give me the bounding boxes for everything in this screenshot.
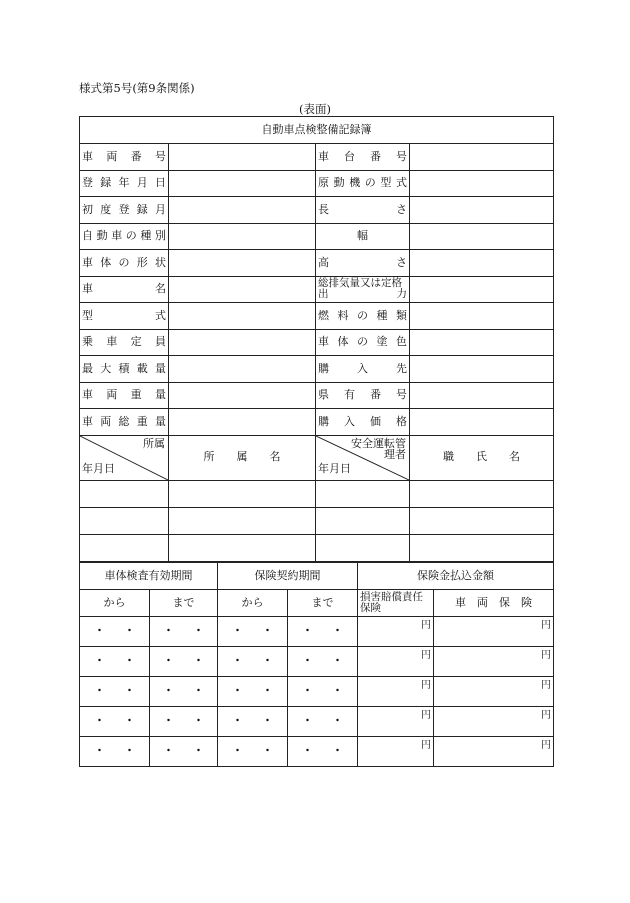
date-dot: ・ — [262, 684, 273, 698]
affil-blank-cell — [80, 507, 169, 534]
left-label: 車 名 — [80, 276, 169, 303]
position-name-header: 職 氏 名 — [410, 435, 554, 480]
date-cell — [150, 677, 218, 707]
date-dot: ・ — [124, 744, 135, 758]
right-label: 車体の塗色 — [316, 329, 410, 356]
affiliation-diag-top: 所属 — [143, 436, 165, 450]
safety-manager-diag-top — [351, 438, 406, 461]
right-label: 県 有 番 号 — [316, 382, 410, 409]
left-label: 乗車定員 — [80, 329, 169, 356]
side-label: (表面) — [299, 102, 331, 116]
left-value — [169, 356, 316, 383]
affil-blank-cell — [410, 534, 554, 561]
affil-blank-cell — [316, 507, 410, 534]
left-value — [169, 329, 316, 356]
vehicle-info-row — [80, 197, 554, 224]
date-dot: ・ — [262, 714, 273, 728]
right-label-line2-b: 力 — [396, 288, 407, 301]
affiliation-diag-bottom: 年月日 — [82, 462, 115, 476]
date-cell — [218, 677, 288, 707]
date-dot: ・ — [332, 624, 343, 638]
right-label: 車 台 番 号 — [316, 144, 410, 171]
date-dot: ・ — [163, 624, 174, 638]
left-label: 最大積載量 — [80, 356, 169, 383]
right-value — [410, 250, 554, 277]
right-label: 購 入 先 — [316, 356, 410, 383]
left-label: 車体の形状 — [80, 250, 169, 277]
date-cell — [218, 707, 288, 737]
insurance-row — [80, 677, 554, 707]
right-value — [410, 144, 554, 171]
date-dot: ・ — [193, 744, 204, 758]
right-label-line2 — [318, 289, 407, 300]
date-dot: ・ — [332, 714, 343, 728]
date-cell — [80, 617, 150, 647]
right-value — [410, 409, 554, 436]
vehicle-info-row — [80, 250, 554, 277]
date-dot: ・ — [94, 744, 105, 758]
yen-cell: 円 — [358, 617, 434, 647]
right-label: 原動機の型式 — [316, 170, 410, 197]
affil-blank-cell — [410, 507, 554, 534]
insurance-row — [80, 737, 554, 767]
insurance-row — [80, 707, 554, 737]
right-label-line2-a: 出 — [318, 288, 329, 301]
insurance-table — [79, 562, 554, 767]
yen-cell: 円 — [358, 737, 434, 767]
left-label: 型 式 — [80, 303, 169, 330]
right-value — [410, 303, 554, 330]
form-title: 自動車点検整備記録簿 — [80, 117, 554, 144]
right-value — [410, 223, 554, 250]
date-dot: ・ — [232, 744, 243, 758]
vehicle-record-table — [79, 116, 554, 562]
liability-line1: 損害賠償責任 — [360, 590, 423, 603]
date-cell — [218, 737, 288, 767]
yen-cell: 円 — [434, 677, 554, 707]
date-dot: ・ — [332, 744, 343, 758]
date-dot: ・ — [163, 654, 174, 668]
date-cell — [150, 737, 218, 767]
right-label: 燃料の種類 — [316, 303, 410, 330]
yen-cell: 円 — [434, 647, 554, 677]
left-value — [169, 144, 316, 171]
date-dot: ・ — [232, 624, 243, 638]
right-label: 長 さ — [316, 197, 410, 224]
left-value — [169, 197, 316, 224]
date-cell — [288, 737, 358, 767]
vehicle-insurance-header: 車 両 保 険 — [434, 590, 554, 617]
date-dot: ・ — [193, 624, 204, 638]
right-label: 幅 — [316, 223, 410, 250]
from-header: から — [80, 590, 150, 617]
insurance-row — [80, 647, 554, 677]
yen-cell: 円 — [434, 617, 554, 647]
right-value — [410, 170, 554, 197]
date-dot: ・ — [232, 684, 243, 698]
yen-cell: 円 — [434, 707, 554, 737]
date-dot: ・ — [163, 744, 174, 758]
date-dot: ・ — [302, 744, 313, 758]
affil-blank-cell — [80, 480, 169, 507]
date-cell — [288, 617, 358, 647]
vehicle-info-row — [80, 356, 554, 383]
left-value — [169, 382, 316, 409]
left-value — [169, 276, 316, 303]
date-dot: ・ — [302, 624, 313, 638]
safety-manager-line1: 安全運転管 — [351, 436, 406, 450]
date-dot: ・ — [124, 684, 135, 698]
vehicle-info-row — [80, 329, 554, 356]
left-value — [169, 170, 316, 197]
left-label: 車 両 番 号 — [80, 144, 169, 171]
vehicle-info-row — [80, 223, 554, 250]
left-label: 自動車の種別 — [80, 223, 169, 250]
yen-cell: 円 — [358, 647, 434, 677]
insurance-period-header: 保険契約期間 — [218, 563, 358, 590]
date-dot: ・ — [94, 624, 105, 638]
vehicle-info-row — [80, 382, 554, 409]
date-dot: ・ — [163, 684, 174, 698]
left-label: 初度登録月 — [80, 197, 169, 224]
liability-insurance-header — [358, 590, 434, 617]
yen-cell: 円 — [358, 707, 434, 737]
insurance-row — [80, 617, 554, 647]
from-header: から — [218, 590, 288, 617]
left-label: 登録年月日 — [80, 170, 169, 197]
date-dot: ・ — [124, 654, 135, 668]
vehicle-info-row — [80, 409, 554, 436]
date-cell — [218, 647, 288, 677]
left-label: 車 両 重 量 — [80, 382, 169, 409]
liability-line2: 保険 — [360, 602, 381, 614]
date-cell — [288, 707, 358, 737]
date-cell — [80, 707, 150, 737]
date-dot: ・ — [232, 714, 243, 728]
date-dot: ・ — [94, 714, 105, 728]
date-dot: ・ — [262, 744, 273, 758]
date-cell — [218, 617, 288, 647]
affil-blank-cell — [316, 480, 410, 507]
right-value — [410, 356, 554, 383]
date-dot: ・ — [124, 714, 135, 728]
vehicle-info-row — [80, 170, 554, 197]
right-value — [410, 329, 554, 356]
right-value — [410, 382, 554, 409]
vehicle-info-row — [80, 144, 554, 171]
left-value — [169, 303, 316, 330]
date-dot: ・ — [193, 714, 204, 728]
date-dot: ・ — [94, 684, 105, 698]
date-cell — [288, 647, 358, 677]
safety-manager-line2: 理者 — [384, 448, 406, 462]
date-dot: ・ — [302, 714, 313, 728]
date-dot: ・ — [262, 654, 273, 668]
right-label-line1: 総排気量又は定格 — [318, 277, 402, 290]
affil-blank-cell — [316, 534, 410, 561]
to-header: まで — [288, 590, 358, 617]
yen-cell: 円 — [434, 737, 554, 767]
vehicle-info-row — [80, 303, 554, 330]
premium-header: 保険金払込金額 — [358, 563, 554, 590]
date-cell — [80, 677, 150, 707]
date-cell — [150, 707, 218, 737]
inspection-period-header: 車体検査有効期間 — [80, 563, 218, 590]
date-dot: ・ — [193, 654, 204, 668]
safety-manager-diag-bottom: 年月日 — [318, 462, 351, 476]
date-dot: ・ — [302, 654, 313, 668]
date-cell — [80, 737, 150, 767]
left-label: 車両総重量 — [80, 409, 169, 436]
to-header: まで — [150, 590, 218, 617]
right-label: 購 入 価 格 — [316, 409, 410, 436]
right-value — [410, 197, 554, 224]
yen-cell: 円 — [358, 677, 434, 707]
date-dot: ・ — [163, 714, 174, 728]
date-cell — [150, 617, 218, 647]
date-dot: ・ — [94, 654, 105, 668]
date-dot: ・ — [332, 684, 343, 698]
safety-manager-diag-cell — [316, 435, 410, 480]
affiliation-name-header: 所 属 名 — [169, 435, 316, 480]
vehicle-info-row — [80, 276, 554, 303]
affil-blank-cell — [169, 480, 316, 507]
date-cell — [288, 677, 358, 707]
left-value — [169, 223, 316, 250]
affil-blank-cell — [80, 534, 169, 561]
date-dot: ・ — [302, 684, 313, 698]
affiliation-diag-cell — [80, 435, 169, 480]
right-value — [410, 276, 554, 303]
date-cell — [150, 647, 218, 677]
date-dot: ・ — [193, 684, 204, 698]
right-label: 高 さ — [316, 250, 410, 277]
affil-blank-cell — [410, 480, 554, 507]
affil-blank-cell — [169, 534, 316, 561]
right-label — [316, 276, 410, 303]
date-dot: ・ — [124, 624, 135, 638]
date-cell — [80, 647, 150, 677]
affil-blank-cell — [169, 507, 316, 534]
left-value — [169, 409, 316, 436]
form-number-label: 様式第5号(第9条関係) — [79, 81, 195, 95]
date-dot: ・ — [232, 654, 243, 668]
date-dot: ・ — [332, 654, 343, 668]
date-dot: ・ — [262, 624, 273, 638]
left-value — [169, 250, 316, 277]
